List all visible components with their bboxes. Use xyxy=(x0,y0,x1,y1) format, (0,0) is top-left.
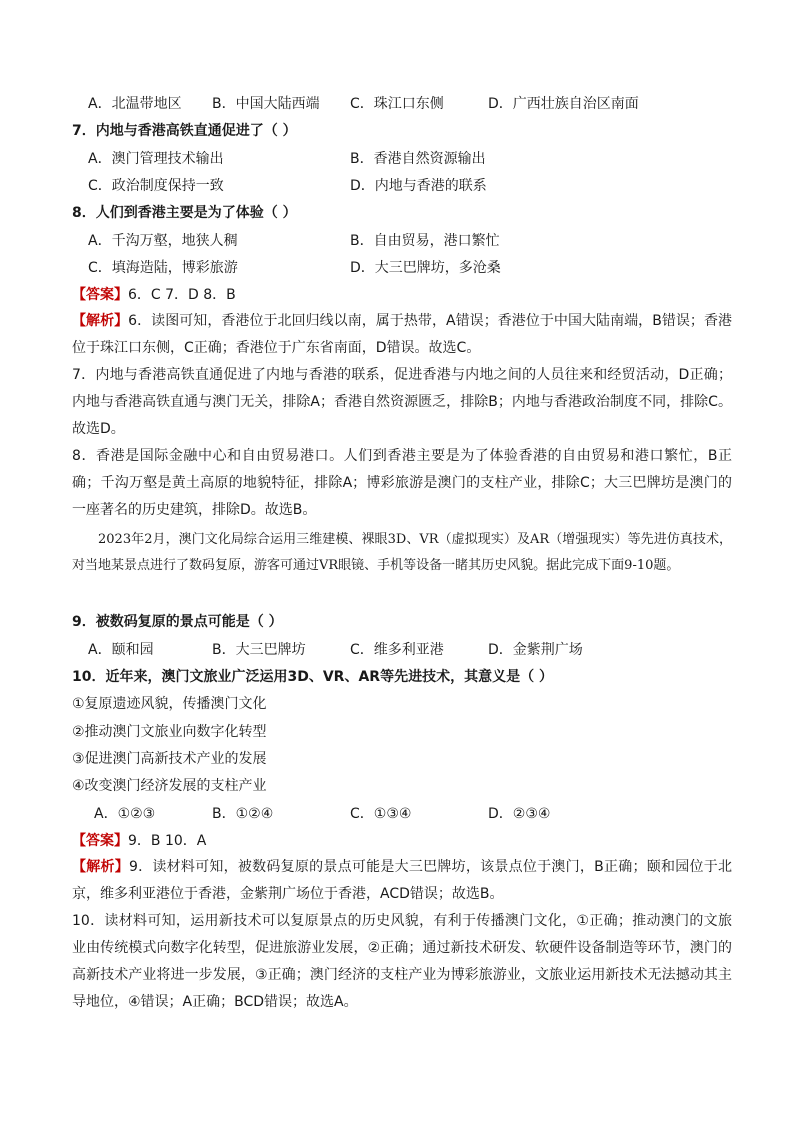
q9-option-b[interactable]: B．大三巴牌坊 xyxy=(212,642,306,658)
q8-option-b[interactable]: B．自由贸易，港口繁忙 xyxy=(350,233,500,249)
q7-option-a[interactable]: A．澳门管理技术输出 xyxy=(88,151,224,167)
q10-item-3: ③促进澳门高新技术产业的发展 xyxy=(72,751,267,767)
q10-option-a[interactable]: A．①②③ xyxy=(94,806,156,822)
q8-option-c[interactable]: C．填海造陆，博彩旅游 xyxy=(88,260,238,276)
q10-item-4: ④改变澳门经济发展的支柱产业 xyxy=(72,778,267,794)
answer-values: 9．B 10．A xyxy=(128,833,207,849)
analysis-tag: 【解析】 xyxy=(72,313,129,329)
q10-option-c[interactable]: C．①③④ xyxy=(350,806,412,822)
answer-tag: 【答案】 xyxy=(72,287,128,303)
answer-block-1 xyxy=(72,285,236,305)
analysis-6-text: 6．读图可知，香港位于北回归线以南，属于热带，A错误；香港位于中国大陆南端，B错误；香港位于珠江口东侧，C正确；香港位于广东省南面，D错误。故选C。 xyxy=(72,313,733,356)
q7-option-d[interactable]: D．内地与香港的联系 xyxy=(350,178,487,194)
reading-material: 2023年2月，澳门文化局综合运用三维建模、裸眼3D、VR（虚拟现实）及AR（增强现实）等先进仿真技术，对当地某景点进行了数码复原，游客可通过VR眼镜、手机等设备一睹其历史风貌。据此完成下面9-10题。 xyxy=(72,532,732,573)
analysis-6 xyxy=(72,308,732,362)
q10-item-1: ①复原遗迹风貌，传播澳门文化 xyxy=(72,696,267,712)
q6-option-b[interactable]: B．中国大陆西端 xyxy=(212,96,320,112)
q7-option-b[interactable]: B．香港自然资源输出 xyxy=(350,151,486,167)
q9-stem: 9．被数码复原的景点可能是（ ） xyxy=(72,614,283,630)
analysis-9-text: 9．读材料可知，被数码复原的景点可能是大三巴牌坊，该景点位于澳门，B正确；颐和园位于北京，维多利亚港位于香港，金紫荆广场位于香港，ACD错误；故选B。 xyxy=(72,859,732,902)
analysis-tag: 【解析】 xyxy=(72,859,129,875)
answer-block-2 xyxy=(72,831,206,851)
analysis-8: 8．香港是国际金融中心和自由贸易港口。人们到香港主要是为了体验香港的自由贸易和港口繁忙，B正确；千沟万壑是黄土高原的地貌特征，排除A；博彩旅游是澳门的支柱产业，排除C；大三巴牌坊是澳门的一座著名的历史建筑，排除D。故选B。 xyxy=(72,448,732,518)
q10-item-2: ②推动澳门文旅业向数字化转型 xyxy=(72,724,267,740)
q9-option-c[interactable]: C．维多利亚港 xyxy=(350,642,444,658)
q10-option-b[interactable]: B．①②④ xyxy=(212,806,274,822)
q8-option-d[interactable]: D．大三巴牌坊，多沧桑 xyxy=(350,260,501,276)
analysis-7: 7．内地与香港高铁直通促进了内地与香港的联系，促进香港与内地之间的人员往来和经贸活动，D正确；内地与香港高铁直通与澳门无关，排除A；香港自然资源匮乏，排除B；内地与香港政治制度不同，排除C。故选D。 xyxy=(72,367,732,437)
q10-option-d[interactable]: D．②③④ xyxy=(488,806,551,822)
analysis-10: 10．读材料可知，运用新技术可以复原景点的历史风貌，有利于传播澳门文化，①正确；推动澳门的文旅业由传统模式向数字化转型，促进旅游业发展，②正确；通过新技术研发、软硬件设备制造等环节，澳门的高新技术产业将进一步发展，③正确；澳门经济的支柱产业为博彩旅游业，文旅业运用新技术无法撼动其主导地位，④错误；A正确；BCD错误；故选A。 xyxy=(72,913,732,1010)
q10-stem: 10．近年来，澳门文旅业广泛运用3D、VR、AR等先进技术，其意义是（ ） xyxy=(72,669,553,685)
q8-option-a[interactable]: A．千沟万壑，地狭人稠 xyxy=(88,233,238,249)
analysis-9 xyxy=(72,854,732,908)
q6-option-c[interactable]: C．珠江口东侧 xyxy=(350,96,444,112)
q7-stem: 7．内地与香港高铁直通促进了（ ） xyxy=(72,123,297,139)
answer-tag: 【答案】 xyxy=(72,833,128,849)
q9-option-d[interactable]: D．金紫荆广场 xyxy=(488,642,583,658)
answer-values: 6．C 7．D 8．B xyxy=(128,287,236,303)
q9-option-a[interactable]: A．颐和园 xyxy=(88,642,154,658)
q7-option-c[interactable]: C．政治制度保持一致 xyxy=(88,178,224,194)
q8-stem: 8．人们到香港主要是为了体验（ ） xyxy=(72,205,297,221)
q6-option-d[interactable]: D．广西壮族自治区南面 xyxy=(488,96,639,112)
q6-option-a[interactable]: A．北温带地区 xyxy=(88,96,182,112)
